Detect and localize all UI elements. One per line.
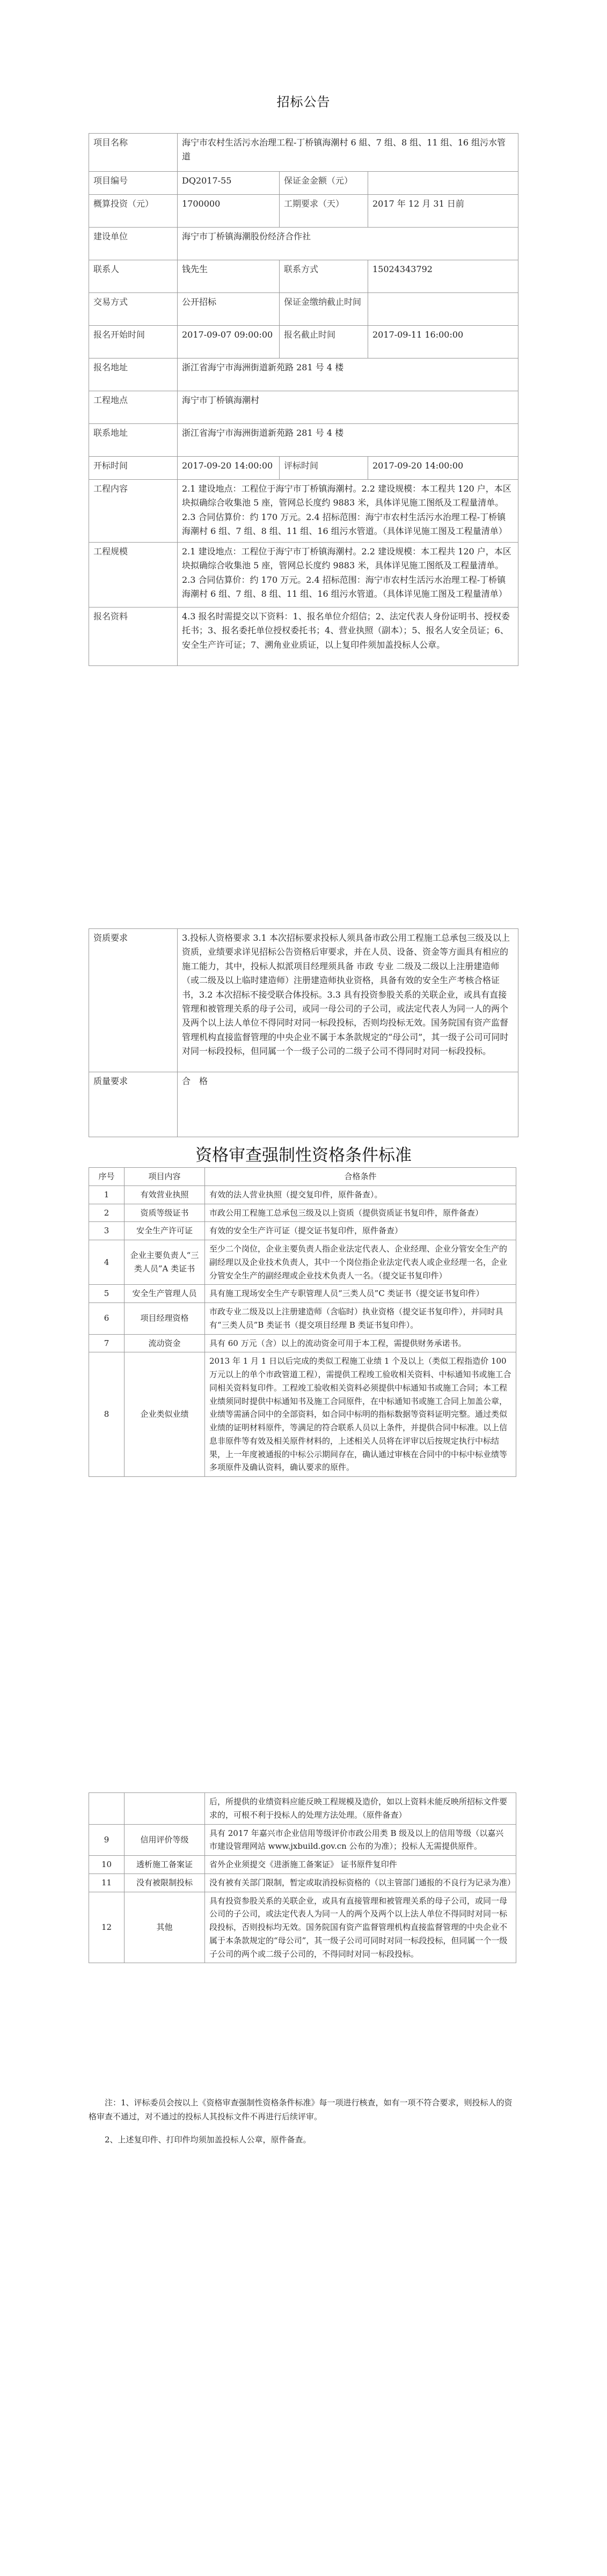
label-signup-start: 报名开始时间 xyxy=(89,326,178,358)
label-contact: 联系人 xyxy=(89,260,178,293)
table-row xyxy=(89,1222,516,1240)
value-project-code: DQ2017-55 xyxy=(178,172,280,195)
value-content: 2.1 建设地点：工程位于海宁市丁桥镇海潮村。2.2 建设规模：本工程共 120 户，本区块拟确综合收集池 5 座，管网总长度约 9883 米，具体详见施工图纸及工程量清单。2.3 合同估算价：约 170 万元。2.4 招标范围：海宁市农村生活污水治理工程-丁桥镇海潮村 6 组、7 组、8 组、11 组、16 组污水管道。（具体详见施工图及工程量清单） xyxy=(178,480,518,543)
row-cond: 省外企业须提交《进浙施工备案证》 证书原件复印件 xyxy=(205,1856,516,1874)
row-cond: 市政公用工程施工总承包三级及以上资质（提供资质证书复印件，原件备查） xyxy=(205,1204,516,1222)
row-item: 流动资金 xyxy=(125,1334,205,1352)
row-no: 2 xyxy=(89,1204,125,1222)
table-row xyxy=(89,1856,516,1874)
row-no: 6 xyxy=(89,1303,125,1335)
value-scale: 2.1 建设地点：工程位于海宁市丁桥镇海潮村。2.2 建设规模：本工程共 120 户，本区块拟确综合收集池 5 座，管网总长度约 9883 米，具体详见施工图纸及工程量清单。2.3 合同估算价：约 170 万元。2.4 招标范围：海宁市农村生活污水治理工程-丁桥镇海潮村 6 组、7 组、8 组、11 组、16 组污水管道。（具体详见施工图及工程量清单） xyxy=(178,543,518,608)
value-quals: 3.投标人资格要求 3.1 本次招标要求投标人须具备市政公用工程施工总承包三级及以上资质，业绩要求详见招标公告资格后审要求，并在人员、设备、资金等方面具有相应的施工能力，其中，投标人拟派项目经理须具备 市政 专业 二级及二级以上注册建造师（或二级及以上临时建造师）注册建造师执业资格，具备有效的安全生产考核合格证书，3.2 本次招标不接受联合体投标。3.3 具有投资参股关系的关联企业，或具有直接管理和被管理关系的母子公司，或同一母公司的子公司，或法定代表人为同一人的两个及两个以上法人单位不得同时对同一标段投标，否则均投标无效。国务院国有资产监督管理机构直接监督管理的中央企业不属于本条款规定的“母公司”，其一级子公司可同时对同一标段投标，但同属一个一级子公司的二级子公司不得同时对同一标段投标。 xyxy=(178,929,518,1072)
row-cond: 具有 60 万元（含）以上的流动资金可用于本工程，需提供财务承诺书。 xyxy=(205,1334,516,1352)
table-row xyxy=(89,1303,516,1335)
row-cond: 至少二个岗位，企业主要负责人指企业法定代表人、企业经理、企业分管安全生产的副经理以及企业技术负责人，其中一个岗位指企业法定代表人或企业经理一名，企业分管安全生产的副经理或企业技术负责人一名。（提交证书复印件） xyxy=(205,1240,516,1285)
label-deposit-deadline: 保证金缴纳截止时间 xyxy=(280,293,368,326)
notes xyxy=(89,2096,516,2155)
header-cond: 合格条件 xyxy=(205,1168,516,1186)
table-row xyxy=(89,1185,516,1204)
label-content: 工程内容 xyxy=(89,480,178,543)
value-signup-end: 2017-09-11 16:00:00 xyxy=(368,326,518,358)
row-item: 其他 xyxy=(125,1892,205,1963)
row-item: 安全生产许可证 xyxy=(125,1222,205,1240)
value-eval-time: 2017-09-20 14:00:00 xyxy=(368,457,518,480)
row-no: 12 xyxy=(89,1892,125,1963)
row-no: 7 xyxy=(89,1334,125,1352)
row-item: 有效营业执照 xyxy=(125,1185,205,1204)
note-2: 2、上述复印件、打印件均须加盖投标人公章，原件备查。 xyxy=(105,2134,311,2145)
label-builder: 建设单位 xyxy=(89,228,178,260)
page-title: 招标公告 xyxy=(276,94,331,109)
label-quals: 资质要求 xyxy=(89,929,178,1072)
label-signup-addr: 报名地址 xyxy=(89,358,178,391)
header-no: 序号 xyxy=(89,1168,125,1186)
label-quality: 质量要求 xyxy=(89,1072,178,1137)
label-scale: 工程规模 xyxy=(89,543,178,608)
value-deposit xyxy=(368,172,518,195)
row-item: 项目经理资格 xyxy=(125,1303,205,1335)
row-no: 1 xyxy=(89,1185,125,1204)
label-signup-end: 报名截止时间 xyxy=(280,326,368,358)
standard-title: 资格审查强制性资格条件标准 xyxy=(195,1146,412,1165)
value-trade: 公开招标 xyxy=(178,293,280,326)
label-site: 工程地点 xyxy=(89,391,178,424)
table-row xyxy=(89,1352,516,1477)
value-signup-start: 2017-09-07 09:00:00 xyxy=(178,326,280,358)
row-no: 11 xyxy=(89,1874,125,1892)
value-contact-addr: 浙江省海宁市海洲街道新苑路 281 号 4 楼 xyxy=(178,424,518,457)
value-open-time: 2017-09-20 14:00:00 xyxy=(178,457,280,480)
table-row xyxy=(89,1824,516,1856)
label-contact-addr: 联系地址 xyxy=(89,424,178,457)
table-row xyxy=(89,1793,516,1825)
value-budget: 1700000 xyxy=(178,195,280,228)
row-no: 9 xyxy=(89,1824,125,1856)
row-cond: 有效的安全生产许可证（提交证书复印件，原件备查） xyxy=(205,1222,516,1240)
table-row xyxy=(89,1240,516,1285)
value-builder: 海宁市丁桥镇海潮股份经济合作社 xyxy=(178,228,518,260)
row-no: 10 xyxy=(89,1856,125,1874)
row-no: 8 xyxy=(89,1352,125,1477)
value-contact: 钱先生 xyxy=(178,260,280,293)
row-cond: 具有 2017 年嘉兴市企业信用等级评价市政公用类 B 级及以上的信用等级（以嘉兴市建设管理网站 www.jxbuild.gov.cn 公布的为准）；投标人无需提供原件。 xyxy=(205,1824,516,1856)
label-budget: 概算投资（元） xyxy=(89,195,178,228)
row-item: 企业主要负责人“三类人员”A 类证书 xyxy=(125,1240,205,1285)
value-signup-addr: 浙江省海宁市海洲街道新苑路 281 号 4 楼 xyxy=(178,358,518,391)
row-item: 信用评价等级 xyxy=(125,1824,205,1856)
qualification-table xyxy=(89,928,518,1137)
label-project-name: 项目名称 xyxy=(89,134,178,172)
row-item: 资质等级证书 xyxy=(125,1204,205,1222)
table-row xyxy=(89,1892,516,1963)
row-cond-continued: 后，所提供的业绩资料应能反映工程规模及造价，如以上资料未能反映所招标文件要求的，可根不利于投标人的处理方法处理。（原件备查） xyxy=(205,1793,516,1825)
value-phone: 15024343792 xyxy=(368,260,518,293)
row-no: 5 xyxy=(89,1285,125,1303)
row-cond: 具有施工现场安全生产专职管理人员“三类人员”C 类证书（提交证书复印件） xyxy=(205,1285,516,1303)
label-trade: 交易方式 xyxy=(89,293,178,326)
table-row xyxy=(89,1204,516,1222)
row-item: 透析施工备案证 xyxy=(125,1856,205,1874)
row-cond: 具有投资参股关系的关联企业，或具有直接管理和被管理关系的母子公司，或同一母公司的子公司，或法定代表人为同一人的两个及两个以上法人单位不得同时对同一标段投标，否则投标均无效。国务院国有资产监督管理机构直接监督管理的中央企业不属于本条款规定的“母公司”，其一级子公司可同时对同一标段投标，但同属一个一级子公司的两个或二级子公司的，不得同时对同一标段投标。 xyxy=(205,1892,516,1963)
standard-table-continued xyxy=(89,1792,516,1963)
row-cond: 没有被有关部门限制，暂定或取消投标资格的（以主管部门通报的不良行为记录为准） xyxy=(205,1874,516,1892)
value-site: 海宁市丁桥镇海潮村 xyxy=(178,391,518,424)
label-open-time: 开标时间 xyxy=(89,457,178,480)
value-materials: 4.3 报名时需提交以下资料：1、报名单位介绍信；2、法定代表人身份证明书、授权委托书；3、报名委托单位授权委托书；4、营业执照（副本）；5、报名人安全员证；6、安全生产许可证；7、溯角业业质证，以上复印件须加盖投标人公章。 xyxy=(178,608,518,666)
row-cond: 市政专业二级及以上注册建造师（含临时）执业资格（提交证书复印件），并同时具有“三类人员”B 类证书（提交项目经理 B 类证书复印件）。 xyxy=(205,1303,516,1335)
label-materials: 报名资料 xyxy=(89,608,178,666)
table-row xyxy=(89,1874,516,1892)
row-item: 企业类似业绩 xyxy=(125,1352,205,1477)
table-row xyxy=(89,1285,516,1303)
row-cond: 2013 年 1 月 1 日以后完成的类似工程施工业绩 1 个及以上（类似工程指造价 100 万元以上的单个市政管道工程），需提供工程竣工验收相关资料、中标通知书或施工合同相关资料复印件。工程竣工验收相关资料必须提供中标通知书或施工合同；本工程业绩须同时提供中标通知书及施工合同原件，在中标通知书或施工合同上加盖公章，业绩等需涵合同中的全部资料，如合同中标明的指标数据等资料证明完整。通过类似业绩的证明材料原件，等满足的符合联系人员以上条件，并提供合同中标准。以上信息非原件等有效及相关原件材料的，上述相关人员将在评审以后按规定执行中标结果，上一年度被通报的中标公示期间存在，确认通过审核在合同中的中标中标业绩等多项原件及确认资料，确认要求的原件。 xyxy=(205,1352,516,1477)
table-row xyxy=(89,1334,516,1352)
label-deposit: 保证金金额（元） xyxy=(280,172,368,195)
note-1: 注：1、评标委员会按以上《资格审查强制性资格条件标准》每一项进行核查，如有一项不符合要求，则投标人的资格审查不通过，对不通过的投标人其投标文件不再进行后续评审。 xyxy=(89,2098,513,2122)
label-eval-time: 评标时间 xyxy=(280,457,368,480)
value-project-name: 海宁市农村生活污水治理工程-丁桥镇海潮村 6 組、7 组、8 组、11 组、16 组污水管道 xyxy=(178,134,518,172)
tender-info-table xyxy=(89,133,518,666)
label-project-code: 项目编号 xyxy=(89,172,178,195)
row-no: 4 xyxy=(89,1240,125,1285)
row-item: 安全生产管理人员 xyxy=(125,1285,205,1303)
row-cond: 有效的法人营业执照（提交复印件，原件备查）。 xyxy=(205,1185,516,1204)
row-no: 3 xyxy=(89,1222,125,1240)
value-deposit-deadline xyxy=(368,293,518,326)
row-item: 没有被限制投标 xyxy=(125,1874,205,1892)
standard-table xyxy=(89,1167,516,1477)
label-phone: 联系方式 xyxy=(280,260,368,293)
value-quality: 合 格 xyxy=(178,1072,518,1137)
label-period: 工期要求（天） xyxy=(280,195,368,228)
value-period: 2017 年 12 月 31 日前 xyxy=(368,195,518,228)
header-item: 项目内容 xyxy=(125,1168,205,1186)
